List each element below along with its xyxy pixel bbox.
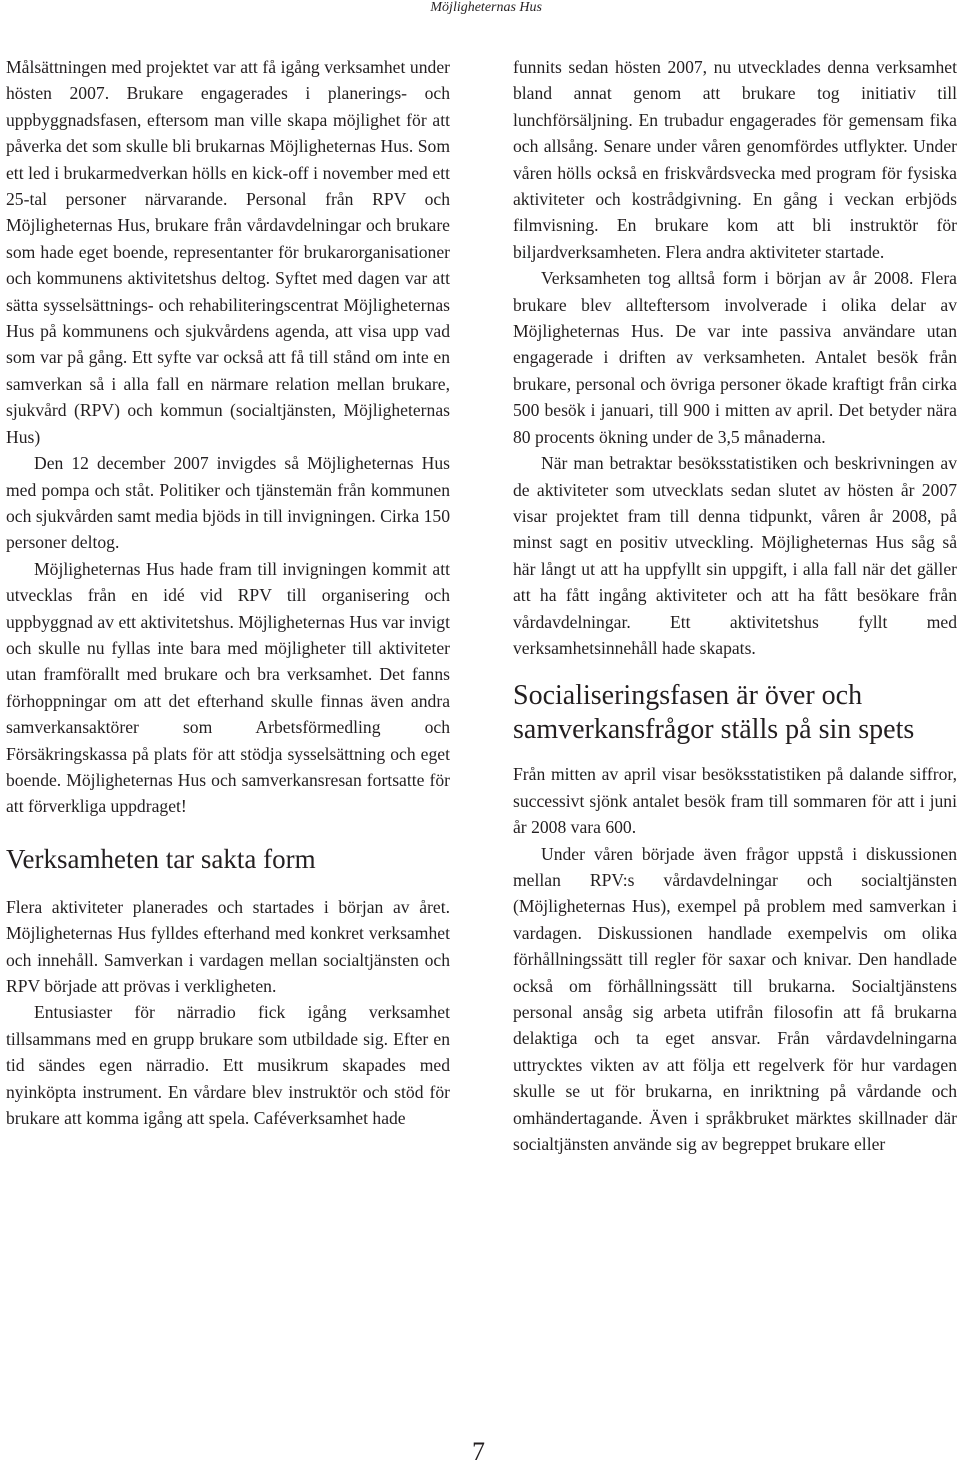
body-paragraph: Flera aktiviteter planerades och startades i början av året. Möjligheternas Hus fylldes efterhand med konkret verksamhet och innehåll. Samverkan i vardagen mellan socialtjänsten och RPV började att prövas i verkligheten. [6, 896, 450, 996]
right-column [513, 54, 957, 1157]
body-paragraph: När man betraktar besöksstatistiken och beskrivningen av de aktiviteter som utvecklats sedan slutet av hösten år 2007 visar projektet fram till denna tidpunkt, våren år 2008, på minst sagt en positiv utveckling. Möjligheternas Hus såg så här långt ut att ha uppfyllt sin uppgift, i alla fall när det gäller att ha fått ingång aktiviteter och att ha fått besökare från vårdavdelningar. Ett aktivitetshus fyllt med verksamhetsinnehåll hade skapats. [513, 453, 957, 658]
body-paragraph: Målsättningen med projektet var att få igång verksamhet under hösten 2007. Brukare engagerades i planerings- och uppbyggnadsfasen, eftersom man ville skapa möjlighet för att påverka det som skulle bli brukarnas Möjligheternas Hus. Som ett led i brukarmedverkan hölls en kick-off i november med ett 25-tal personer närvarande. Personal från RPV och Möjligheternas Hus, brukare från vårdavdelningar och brukare som hade eget boende, representanter för brukarorganisationer och kommunens aktivitetshus deltog. Syftet med dagen var att sätta sysselsättnings- och rehabiliteringscentrat Möjligheternas Hus på kommunens och sjukvårdens agenda, att visa upp vad som var på gång. Ett syfte var också att få till stånd om inte en samverkan så i alla fall en närmare relation mellan brukare, sjukvård (RPV) och kommun (socialtjänsten, Möjligheternas Hus) [6, 57, 450, 447]
body-paragraph: Under våren började även frågor uppstå i diskussionen mellan RPV:s vårdavdelningar och socialtjänsten (Möjligheternas Hus), exempel på problem med samverkan i vardagen. Diskussionen handlade exempelvis om olika förhållningssätt till regler för saxar och knivar. Den handlade också om förhållningssätt till brukarna. Socialtjänstens personal ansåg sig arbeta utifrån filosofin att få brukarna delaktiga och ta eget ansvar. Från vårdavdelningarna uttrycktes vikten av att följa ett regelverk för hur vardagen skulle se ut för brukarna, en inriktning på vårdande och omhändertagande. Även i språkbruket märktes skillnader där socialtjänsten använde sig av begreppet brukare eller [513, 843, 957, 1155]
body-paragraph: Verksamheten tog alltså form i början av år 2008. Flera brukare blev allteftersom involverade i olika delar av Möjligheternas Hus. De var inte passiva användare utan engagerade i driften av verksamheten. Antalet besök från brukare, personal och övriga personer ökade kraftigt från cirka 500 besök i januari, till 900 i mitten av april. Det betyder nära 80 procents ökning under de 3,5 månaderna. [513, 268, 957, 447]
section-heading: Verksamheten tar sakta form [6, 843, 316, 874]
body-paragraph: funnits sedan hösten 2007, nu utvecklades denna verksamhet bland annat genom att brukare tog initiativ till lunchförsäljning. En trubadur engagerades för gemensam fika och allsång. Senare under våren genomfördes utflykter. Under våren hölls också en friskvårdsvecka med program för fysiska aktiviteter och kostrådgivning. En gång i veckan erbjöds filmvisning. En brukare kom att bli instruktör för biljardverksamheten. Flera andra aktiviteter startade. [513, 57, 957, 262]
body-paragraph: Möjligheternas Hus hade fram till invigningen kommit att utvecklas från en idé vid RPV till organisering och uppbyggnad av ett aktivitetshus. Möjligheternas Hus var invigt och skulle nu fyllas inte bara med möjligheter till aktiviteter utan framförallt med brukare och bra verksamhet. Det fanns förhoppningar om att det efterhand skulle finnas även andra samverkansaktörer som Arbetsförmedling och Försäkringskassa på plats för att stödja sysselsättning och eget boende. Möjligheternas Hus och samverkansresan fortsatte för att förverkliga uppdraget! [6, 558, 450, 817]
section-heading: Socialiseringsfasen är över och samverkansfrågor ställs på sin spets [513, 680, 915, 746]
running-title: Möjligheternas Hus [430, 0, 542, 15]
body-paragraph: Entusiaster för närradio fick igång verksamhet tillsammans med en grupp brukare som utbildade sig. Efter en tid sändes egen närradio. Ett musikrum skapades med nyinköpta instrument. En vårdare blev instruktör och stöd för brukare att komma igång att spela. Caféverksamhet hade [6, 1002, 450, 1129]
page-number: 7 [472, 1437, 485, 1466]
body-paragraph: Från mitten av april visar besöksstatistiken på dalande siffror, successivt sjönk antalet besök fram till sommaren för att i juni år 2008 vara 600. [513, 764, 957, 838]
body-paragraph: Den 12 december 2007 invigdes så Möjligheternas Hus med pompa och ståt. Politiker och tjänstemän från kommunen och sjukvården samt media bjöds in till invigningen. Cirka 150 personer deltog. [6, 453, 450, 553]
left-column [6, 54, 450, 1131]
